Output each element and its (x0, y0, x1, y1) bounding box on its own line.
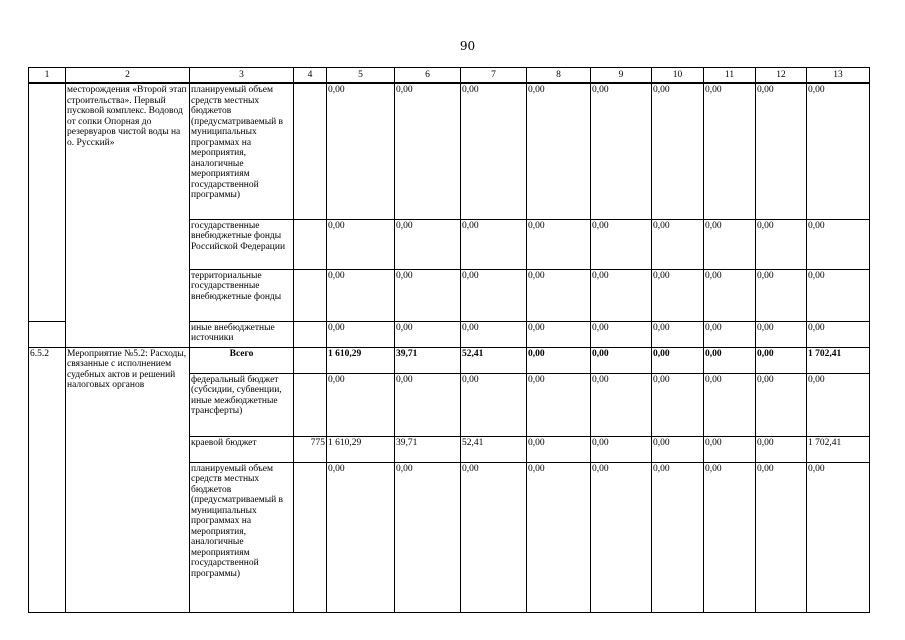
budget-code-cell (294, 219, 327, 269)
amount-cell: 0,00 (527, 269, 591, 321)
funding-source-cell: государственные внебюджетные фонды Российской Федерации (190, 219, 294, 269)
column-number-3: 3 (190, 68, 294, 84)
budget-code-cell (294, 83, 327, 219)
amount-cell: 0,00 (461, 83, 527, 219)
amount-cell: 0,00 (461, 219, 527, 269)
amount-cell: 0,00 (395, 321, 461, 347)
column-number-row (29, 68, 870, 84)
amount-cell: 0,00 (395, 269, 461, 321)
amount-cell: 52,41 (461, 436, 527, 462)
amount-cell: 0,00 (591, 219, 652, 269)
amount-cell: 0,00 (756, 462, 807, 612)
amount-cell: 0,00 (756, 269, 807, 321)
amount-cell: 1 610,29 (327, 436, 395, 462)
amount-cell: 0,00 (591, 462, 652, 612)
funding-source-cell: территориальные государственные внебюджетные фонды (190, 269, 294, 321)
column-number-1: 1 (29, 68, 66, 84)
budget-code-cell (294, 347, 327, 373)
event-description-cell: Мероприятие №5.2: Расходы, связанные с исполнением судебных актов и решений налоговых органов (66, 347, 190, 612)
amount-cell: 39,71 (395, 347, 461, 373)
row-number-cell: 6.5.2 (29, 347, 66, 612)
amount-cell: 0,00 (327, 373, 395, 436)
amount-cell: 0,00 (327, 462, 395, 612)
amount-cell: 0,00 (591, 83, 652, 219)
budget-code-cell: 775 (294, 436, 327, 462)
funding-source-cell: Всего (190, 347, 294, 373)
amount-cell: 0,00 (591, 373, 652, 436)
funding-source-cell: планируемый объем средств местных бюджетов (предусматриваемый в муниципальных программах на мероприятия, аналогичные мероприятиям государственной программы) (190, 462, 294, 612)
amount-cell: 0,00 (807, 83, 870, 219)
amount-cell: 0,00 (704, 83, 756, 219)
amount-cell: 0,00 (527, 219, 591, 269)
amount-cell: 39,71 (395, 436, 461, 462)
amount-cell: 0,00 (652, 347, 704, 373)
column-number-6: 6 (395, 68, 461, 84)
amount-cell: 0,00 (756, 83, 807, 219)
amount-cell: 0,00 (807, 269, 870, 321)
amount-cell: 0,00 (652, 83, 704, 219)
row-number-cell (29, 321, 66, 347)
amount-cell: 0,00 (704, 219, 756, 269)
funding-source-cell: краевой бюджет (190, 436, 294, 462)
amount-cell: 0,00 (591, 269, 652, 321)
amount-cell: 0,00 (395, 219, 461, 269)
budget-code-cell (294, 269, 327, 321)
page-number: 90 (459, 39, 476, 53)
amount-cell: 0,00 (704, 462, 756, 612)
funding-source-cell: федеральный бюджет (субсидии, субвенции, иные межбюджетные трансферты) (190, 373, 294, 436)
amount-cell: 0,00 (652, 269, 704, 321)
funding-source-cell: иные внебюджетные источники (190, 321, 294, 347)
amount-cell: 0,00 (461, 373, 527, 436)
amount-cell: 0,00 (327, 321, 395, 347)
column-number-12: 12 (756, 68, 807, 84)
amount-cell: 0,00 (591, 347, 652, 373)
amount-cell: 0,00 (652, 462, 704, 612)
amount-cell: 52,41 (461, 347, 527, 373)
amount-cell: 0,00 (591, 436, 652, 462)
amount-cell: 0,00 (807, 373, 870, 436)
amount-cell: 0,00 (756, 219, 807, 269)
column-number-13: 13 (807, 68, 870, 84)
amount-cell: 0,00 (704, 347, 756, 373)
column-number-9: 9 (591, 68, 652, 84)
column-number-7: 7 (461, 68, 527, 84)
amount-cell: 0,00 (652, 436, 704, 462)
amount-cell: 0,00 (527, 436, 591, 462)
amount-cell: 0,00 (527, 373, 591, 436)
amount-cell: 0,00 (527, 462, 591, 612)
amount-cell: 0,00 (395, 462, 461, 612)
amount-cell: 0,00 (652, 321, 704, 347)
table-row (29, 347, 870, 373)
amount-cell: 0,00 (652, 373, 704, 436)
budget-code-cell (294, 373, 327, 436)
funding-source-cell: планируемый объем средств местных бюджетов (предусматриваемый в муниципальных программах на мероприятия, аналогичные мероприятиям государственной программы) (190, 83, 294, 219)
amount-cell: 0,00 (461, 321, 527, 347)
column-number-8: 8 (527, 68, 591, 84)
amount-cell: 0,00 (395, 373, 461, 436)
column-number-10: 10 (652, 68, 704, 84)
column-number-2: 2 (66, 68, 190, 84)
amount-cell: 0,00 (807, 321, 870, 347)
amount-cell: 0,00 (704, 436, 756, 462)
column-number-4: 4 (294, 68, 327, 84)
amount-cell: 0,00 (704, 321, 756, 347)
amount-cell: 0,00 (461, 269, 527, 321)
table-row (29, 83, 870, 219)
row-number-cell (29, 83, 66, 321)
amount-cell: 1 702,41 (807, 436, 870, 462)
amount-cell: 0,00 (756, 436, 807, 462)
amount-cell: 1 610,29 (327, 347, 395, 373)
amount-cell: 0,00 (704, 269, 756, 321)
amount-cell: 0,00 (704, 373, 756, 436)
budget-table (28, 67, 870, 613)
amount-cell: 0,00 (327, 269, 395, 321)
amount-cell: 0,00 (756, 347, 807, 373)
amount-cell: 0,00 (756, 373, 807, 436)
amount-cell: 0,00 (527, 83, 591, 219)
amount-cell: 0,00 (327, 219, 395, 269)
amount-cell: 0,00 (327, 83, 395, 219)
amount-cell: 0,00 (395, 83, 461, 219)
amount-cell: 0,00 (756, 321, 807, 347)
column-number-11: 11 (704, 68, 756, 84)
budget-code-cell (294, 462, 327, 612)
amount-cell: 0,00 (807, 219, 870, 269)
amount-cell: 1 702,41 (807, 347, 870, 373)
amount-cell: 0,00 (461, 462, 527, 612)
event-description-cell: месторождения «Второй этап строительства». Первый пусковой комплекс. Водовод от сопки Опорная до резервуаров чистой воды на о. Русский» (66, 83, 190, 347)
amount-cell: 0,00 (807, 462, 870, 612)
column-number-5: 5 (327, 68, 395, 84)
amount-cell: 0,00 (527, 347, 591, 373)
amount-cell: 0,00 (527, 321, 591, 347)
amount-cell: 0,00 (591, 321, 652, 347)
amount-cell: 0,00 (652, 219, 704, 269)
budget-code-cell (294, 321, 327, 347)
